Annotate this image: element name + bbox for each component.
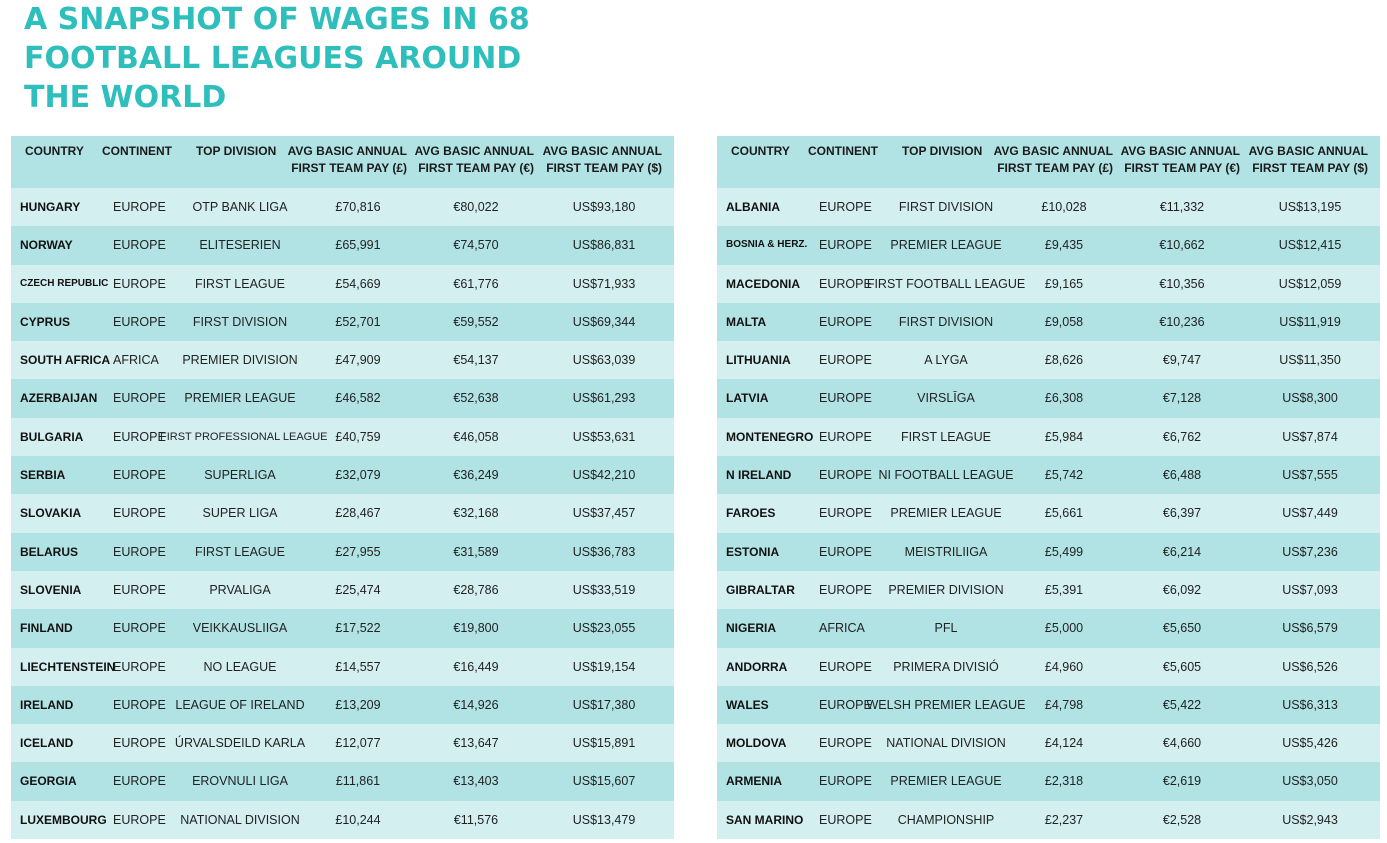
pay-gbp-cell: £32,079 <box>335 468 381 483</box>
division-cell: NI FOOTBALL LEAGUE <box>878 468 1014 483</box>
country-cell: AZERBAIJAN <box>20 391 98 406</box>
pay-usd-cell: US$8,300 <box>1282 391 1338 406</box>
header-top-division: TOP DIVISION <box>196 144 277 158</box>
pay-usd-cell: US$11,350 <box>1279 353 1341 368</box>
pay-usd-cell: US$33,519 <box>572 582 636 597</box>
division-cell: FIRST DIVISION <box>192 314 288 329</box>
continent-cell: EUROPE <box>819 659 872 674</box>
header-pay-eur: AVG BASIC ANNUAL FIRST TEAM PAY (€) <box>414 144 534 175</box>
pay-eur-cell: €6,762 <box>1162 429 1202 444</box>
country-cell: MACEDONIA <box>726 276 800 291</box>
table-row <box>717 226 1380 264</box>
division-cell: FIRST LEAGUE <box>194 544 286 559</box>
pay-gbp-cell: £11,861 <box>335 774 381 789</box>
pay-usd-cell: US$13,479 <box>572 812 636 827</box>
country-cell: SERBIA <box>20 468 66 483</box>
header-pay-gbp: AVG BASIC ANNUAL FIRST TEAM PAY (£) <box>993 144 1113 175</box>
pay-gbp-cell: £4,798 <box>1044 697 1084 712</box>
country-cell: MALTA <box>726 314 767 329</box>
division-cell: PREMIER DIVISION <box>888 582 1004 597</box>
table-row <box>11 571 674 609</box>
division-cell: WELSH PREMIER LEAGUE <box>866 697 1026 712</box>
pay-usd-cell: US$93,180 <box>572 200 636 214</box>
country-cell: GIBRALTAR <box>726 582 795 597</box>
pay-eur-cell: €13,403 <box>453 774 499 789</box>
country-cell: MOLDOVA <box>726 736 787 751</box>
wages-table-right <box>717 136 1380 843</box>
country-cell: LITHUANIA <box>726 353 791 368</box>
pay-eur-cell: €2,619 <box>1162 774 1202 789</box>
table-row <box>717 571 1380 609</box>
header-pay-gbp: AVG BASIC ANNUAL FIRST TEAM PAY (£) <box>287 144 407 175</box>
pay-gbp-cell: £40,759 <box>335 429 381 444</box>
country-cell: WALES <box>726 697 769 712</box>
table-row <box>11 265 674 303</box>
header-country: COUNTRY <box>731 144 790 158</box>
continent-cell: EUROPE <box>113 200 166 214</box>
division-cell: VIRSLĪGA <box>917 391 975 406</box>
pay-eur-cell: €11,576 <box>453 812 499 827</box>
pay-gbp-cell: £65,991 <box>335 238 381 253</box>
pay-usd-cell: US$12,059 <box>1278 276 1342 291</box>
pay-eur-cell: €61,776 <box>453 276 499 291</box>
table-row <box>717 494 1380 532</box>
pay-usd-cell: US$53,631 <box>572 429 636 444</box>
pay-gbp-cell: £70,816 <box>335 200 381 214</box>
continent-cell: EUROPE <box>113 582 166 597</box>
pay-usd-cell: US$6,526 <box>1282 659 1338 674</box>
division-cell: FIRST FOOTBALL LEAGUE <box>866 276 1026 291</box>
pay-usd-cell: US$2,943 <box>1282 812 1338 827</box>
pay-gbp-cell: £5,000 <box>1044 621 1084 636</box>
pay-usd-cell: US$23,055 <box>572 621 636 636</box>
pay-usd-cell: US$15,891 <box>572 736 636 751</box>
table-row <box>717 801 1380 839</box>
pay-eur-cell: €5,650 <box>1162 621 1202 636</box>
pay-eur-cell: €5,422 <box>1162 697 1202 712</box>
division-cell: NO LEAGUE <box>203 659 277 674</box>
country-cell: FAROES <box>726 506 776 521</box>
division-cell: PRIMERA DIVISIÓ <box>893 659 999 674</box>
continent-cell: EUROPE <box>113 391 166 406</box>
country-cell: BELARUS <box>20 544 79 559</box>
country-cell: CZECH REPUBLIC <box>20 277 109 289</box>
continent-cell: EUROPE <box>819 353 872 368</box>
division-cell: NATIONAL DIVISION <box>180 812 300 827</box>
pay-usd-cell: US$6,313 <box>1282 697 1338 712</box>
pay-usd-cell: US$7,874 <box>1282 429 1338 444</box>
division-cell: A LYGA <box>924 353 968 368</box>
continent-cell: EUROPE <box>819 391 872 406</box>
pay-gbp-cell: £9,058 <box>1044 314 1084 329</box>
pay-usd-cell: US$69,344 <box>572 314 636 329</box>
pay-gbp-cell: £17,522 <box>335 621 381 636</box>
pay-eur-cell: €16,449 <box>453 659 499 674</box>
pay-usd-cell: US$86,831 <box>572 238 636 253</box>
table-row <box>11 686 674 724</box>
pay-gbp-cell: £14,557 <box>335 659 381 674</box>
division-cell: CHAMPIONSHIP <box>897 812 995 827</box>
pay-eur-cell: €19,800 <box>453 621 499 636</box>
continent-cell: EUROPE <box>113 276 166 291</box>
country-cell: ALBANIA <box>726 200 780 214</box>
pay-usd-cell: US$7,093 <box>1282 582 1338 597</box>
country-cell: NORWAY <box>20 238 73 253</box>
table-row <box>717 609 1380 647</box>
country-cell: ESTONIA <box>726 544 780 559</box>
pay-eur-cell: €6,092 <box>1162 582 1202 597</box>
pay-eur-cell: €10,236 <box>1159 314 1205 329</box>
table-row <box>717 533 1380 571</box>
pay-usd-cell: US$12,415 <box>1278 238 1342 253</box>
pay-eur-cell: €13,647 <box>453 736 499 751</box>
continent-cell: EUROPE <box>113 506 166 521</box>
division-cell: PREMIER LEAGUE <box>184 391 296 406</box>
pay-gbp-cell: £9,165 <box>1044 276 1084 291</box>
continent-cell: EUROPE <box>819 314 872 329</box>
division-cell: VEIKKAUSLIIGA <box>192 621 288 636</box>
table-row <box>11 188 674 226</box>
pay-gbp-cell: £8,626 <box>1044 353 1084 368</box>
pay-eur-cell: €9,747 <box>1162 353 1202 368</box>
pay-usd-cell: US$17,380 <box>572 697 636 712</box>
table-row <box>11 341 674 379</box>
pay-gbp-cell: £4,124 <box>1044 736 1084 751</box>
country-cell: BOSNIA & HERZ. <box>726 239 808 251</box>
division-cell: PREMIER LEAGUE <box>890 774 1002 789</box>
table-row <box>717 341 1380 379</box>
pay-gbp-cell: £54,669 <box>335 276 381 291</box>
table-row <box>717 188 1380 226</box>
table-row <box>717 724 1380 762</box>
pay-gbp-cell: £2,237 <box>1044 812 1084 827</box>
pay-gbp-cell: £5,661 <box>1044 506 1084 521</box>
pay-usd-cell: US$37,457 <box>572 506 636 521</box>
country-cell: HUNGARY <box>20 200 81 214</box>
pay-eur-cell: €14,926 <box>453 697 499 712</box>
pay-eur-cell: €32,168 <box>453 506 499 521</box>
table-row <box>11 303 674 341</box>
continent-cell: AFRICA <box>113 353 159 368</box>
division-cell: PREMIER LEAGUE <box>890 506 1002 521</box>
header-continent: CONTINENT <box>808 144 878 158</box>
pay-gbp-cell: £10,244 <box>335 812 381 827</box>
table-row <box>717 762 1380 800</box>
continent-cell: EUROPE <box>113 429 166 444</box>
pay-eur-cell: €10,356 <box>1159 276 1205 291</box>
country-cell: NIGERIA <box>726 621 777 636</box>
table-row <box>11 762 674 800</box>
pay-gbp-cell: £25,474 <box>335 582 381 597</box>
pay-gbp-cell: £5,391 <box>1044 582 1084 597</box>
continent-cell: AFRICA <box>819 621 865 636</box>
continent-cell: EUROPE <box>819 200 872 214</box>
pay-gbp-cell: £2,318 <box>1044 774 1084 789</box>
header-pay-usd: AVG BASIC ANNUAL FIRST TEAM PAY ($) <box>542 144 662 175</box>
pay-gbp-cell: £47,909 <box>335 353 381 368</box>
pay-usd-cell: US$61,293 <box>572 391 636 406</box>
pay-gbp-cell: £12,077 <box>335 736 381 751</box>
continent-cell: EUROPE <box>819 774 872 789</box>
pay-usd-cell: US$7,449 <box>1282 506 1338 521</box>
header-continent: CONTINENT <box>102 144 172 158</box>
pay-gbp-cell: £27,955 <box>335 544 381 559</box>
pay-eur-cell: €6,397 <box>1162 506 1202 521</box>
pay-gbp-cell: £28,467 <box>335 506 381 521</box>
country-cell: IRELAND <box>20 697 74 712</box>
pay-usd-cell: US$15,607 <box>572 774 636 789</box>
pay-eur-cell: €74,570 <box>453 238 499 253</box>
table-row <box>717 648 1380 686</box>
continent-cell: EUROPE <box>819 582 872 597</box>
table-row <box>717 456 1380 494</box>
country-cell: ARMENIA <box>726 774 782 789</box>
pay-eur-cell: €36,249 <box>453 468 499 483</box>
table-row <box>11 418 674 456</box>
continent-cell: EUROPE <box>819 812 872 827</box>
country-cell: GEORGIA <box>20 774 77 789</box>
pay-usd-cell: US$6,579 <box>1282 621 1338 636</box>
continent-cell: EUROPE <box>113 314 166 329</box>
division-cell: PREMIER LEAGUE <box>890 238 1002 253</box>
continent-cell: EUROPE <box>113 659 166 674</box>
pay-eur-cell: €6,488 <box>1162 468 1202 483</box>
pay-usd-cell: US$5,426 <box>1282 736 1338 751</box>
continent-cell: EUROPE <box>819 506 872 521</box>
division-cell: PFL <box>934 621 958 636</box>
pay-gbp-cell: £13,209 <box>335 697 381 712</box>
table-row <box>11 533 674 571</box>
table-row <box>717 418 1380 456</box>
division-cell: FIRST PROFESSIONAL LEAGUE <box>160 430 328 443</box>
pay-usd-cell: US$36,783 <box>572 544 636 559</box>
table-row <box>11 724 674 762</box>
division-cell: LEAGUE OF IRELAND <box>175 697 305 712</box>
pay-gbp-cell: £9,435 <box>1044 238 1084 253</box>
continent-cell: EUROPE <box>819 276 872 291</box>
continent-cell: EUROPE <box>113 544 166 559</box>
pay-gbp-cell: £10,028 <box>1041 200 1087 214</box>
pay-eur-cell: €7,128 <box>1162 391 1202 406</box>
pay-eur-cell: €4,660 <box>1162 736 1202 751</box>
table-row <box>11 494 674 532</box>
continent-cell: EUROPE <box>113 238 166 253</box>
pay-gbp-cell: £46,582 <box>335 391 381 406</box>
continent-cell: EUROPE <box>819 238 872 253</box>
division-cell: FIRST LEAGUE <box>194 276 286 291</box>
pay-usd-cell: US$19,154 <box>572 659 636 674</box>
pay-eur-cell: €54,137 <box>453 353 499 368</box>
continent-cell: EUROPE <box>113 697 166 712</box>
table-body <box>11 188 674 839</box>
pay-usd-cell: US$7,236 <box>1282 544 1338 559</box>
pay-eur-cell: €80,022 <box>453 200 499 214</box>
table-row <box>11 226 674 264</box>
division-cell: PRVALIGA <box>209 582 271 597</box>
header-top-division: TOP DIVISION <box>902 144 983 158</box>
table-row <box>11 379 674 417</box>
continent-cell: EUROPE <box>113 621 166 636</box>
division-cell: ÚRVALSDEILD KARLA <box>174 736 306 751</box>
country-cell: LATVIA <box>726 391 769 406</box>
pay-eur-cell: €46,058 <box>453 429 499 444</box>
pay-usd-cell: US$11,919 <box>1279 314 1341 329</box>
pay-gbp-cell: £5,984 <box>1044 429 1084 444</box>
country-cell: SLOVENIA <box>20 582 82 597</box>
continent-cell: EUROPE <box>113 736 166 751</box>
division-cell: FIRST DIVISION <box>898 200 994 214</box>
division-cell: FIRST DIVISION <box>898 314 994 329</box>
division-cell: SUPER LIGA <box>202 506 278 521</box>
table-row <box>11 609 674 647</box>
table-row <box>11 456 674 494</box>
country-cell: MONTENEGRO <box>726 429 814 444</box>
pay-eur-cell: €5,605 <box>1162 659 1202 674</box>
pay-eur-cell: €10,662 <box>1159 238 1205 253</box>
page-title: A SNAPSHOT OF WAGES IN 68 FOOTBALL LEAGUES AROUND THE WORLD <box>24 2 530 115</box>
country-cell: FINLAND <box>20 621 73 636</box>
table-row <box>717 303 1380 341</box>
division-cell: EROVNULI LIGA <box>192 774 288 789</box>
wages-table-left <box>11 136 674 843</box>
division-cell: MEISTRILIIGA <box>904 544 988 559</box>
continent-cell: EUROPE <box>819 468 872 483</box>
division-cell: ELITESERIEN <box>199 238 281 253</box>
country-cell: N IRELAND <box>726 468 792 483</box>
pay-gbp-cell: £52,701 <box>335 314 381 329</box>
continent-cell: EUROPE <box>113 468 166 483</box>
country-cell: LIECHTENSTEIN <box>20 659 116 674</box>
table-row <box>11 801 674 839</box>
division-cell: SUPERLIGA <box>204 468 276 483</box>
pay-gbp-cell: £5,742 <box>1044 468 1084 483</box>
continent-cell: EUROPE <box>819 429 872 444</box>
country-cell: SAN MARINO <box>726 812 804 827</box>
pay-eur-cell: €11,332 <box>1159 200 1205 214</box>
country-cell: SLOVAKIA <box>20 506 82 521</box>
pay-eur-cell: €2,528 <box>1162 812 1202 827</box>
header-pay-usd: AVG BASIC ANNUAL FIRST TEAM PAY ($) <box>1248 144 1368 175</box>
pay-gbp-cell: £6,308 <box>1044 391 1084 406</box>
pay-usd-cell: US$7,555 <box>1282 468 1338 483</box>
pay-eur-cell: €6,214 <box>1162 544 1202 559</box>
division-cell: OTP BANK LIGA <box>192 200 288 214</box>
table-row <box>11 648 674 686</box>
continent-cell: EUROPE <box>819 736 872 751</box>
table-header <box>717 136 1380 188</box>
table-header <box>11 136 674 188</box>
country-cell: ICELAND <box>20 736 74 751</box>
continent-cell: EUROPE <box>819 544 872 559</box>
header-pay-eur: AVG BASIC ANNUAL FIRST TEAM PAY (€) <box>1120 144 1240 175</box>
division-cell: NATIONAL DIVISION <box>886 736 1006 751</box>
continent-cell: EUROPE <box>113 774 166 789</box>
pay-usd-cell: US$71,933 <box>572 276 636 291</box>
table-body <box>717 188 1380 839</box>
country-cell: ANDORRA <box>726 659 788 674</box>
pay-gbp-cell: £5,499 <box>1044 544 1084 559</box>
country-cell: LUXEMBOURG <box>20 812 107 827</box>
country-cell: SOUTH AFRICA <box>20 353 111 368</box>
pay-eur-cell: €59,552 <box>453 314 499 329</box>
pay-eur-cell: €31,589 <box>453 544 499 559</box>
division-cell: PREMIER DIVISION <box>182 353 298 368</box>
continent-cell: EUROPE <box>819 697 872 712</box>
header-country: COUNTRY <box>25 144 84 158</box>
pay-eur-cell: €28,786 <box>453 582 499 597</box>
continent-cell: EUROPE <box>113 812 166 827</box>
country-cell: CYPRUS <box>20 314 71 329</box>
division-cell: FIRST LEAGUE <box>900 429 992 444</box>
pay-gbp-cell: £4,960 <box>1044 659 1084 674</box>
table-row <box>717 686 1380 724</box>
pay-usd-cell: US$63,039 <box>572 353 636 368</box>
pay-usd-cell: US$13,195 <box>1278 200 1342 214</box>
pay-usd-cell: US$42,210 <box>572 468 636 483</box>
pay-usd-cell: US$3,050 <box>1282 774 1338 789</box>
table-row <box>717 265 1380 303</box>
country-cell: BULGARIA <box>20 429 84 444</box>
table-row <box>717 379 1380 417</box>
pay-eur-cell: €52,638 <box>453 391 499 406</box>
